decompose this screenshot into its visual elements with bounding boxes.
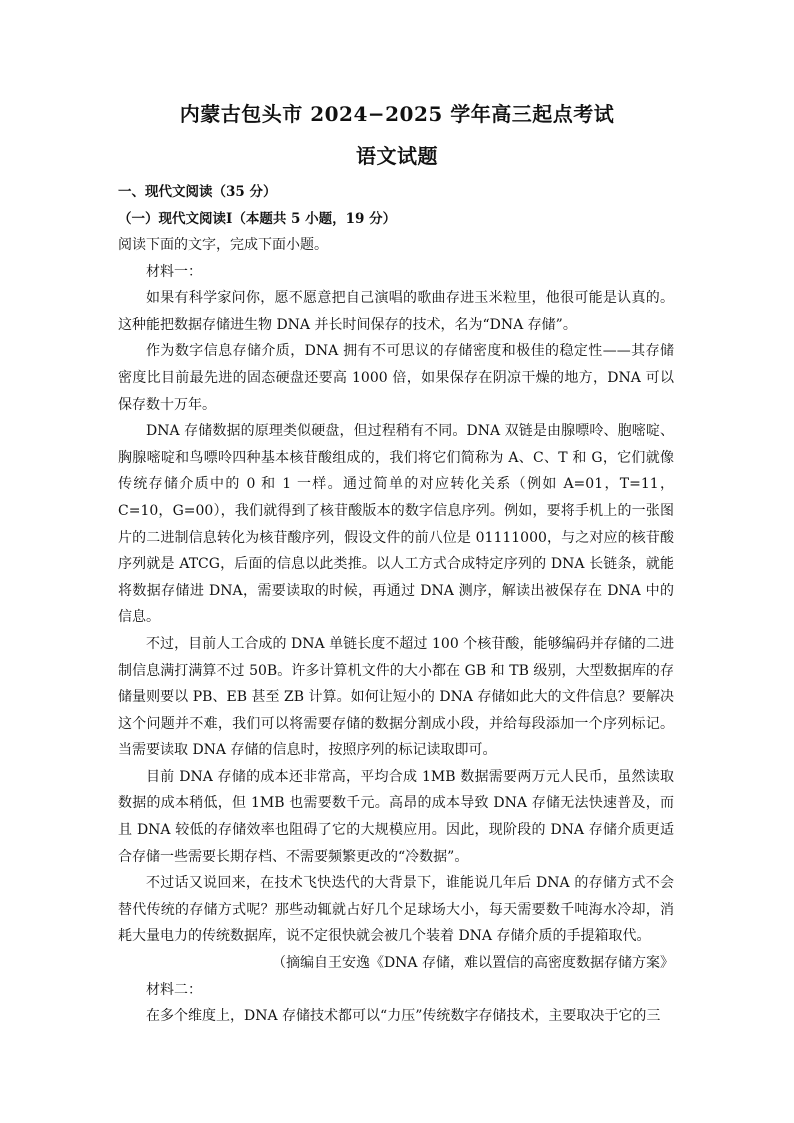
paragraph: DNA 存储数据的原理类似硬盘，但过程稍有不同。DNA 双链是由腺嘌呤、胞嘧啶、胸腺嘧啶和鸟嘌呤四种基本核苷酸组成的，我们将它们简称为 A、C、T 和 G，它们就像传统存储介质中的 0 和 1 一样。通过简单的对应转化关系（例如 A=01，T=11，C=10，G=00），我们就得到了核苷酸版本的数字信息序列。例如，要将手机上的一张图片的二进制信息转化为核苷酸序列，假设文件的前八位是 01111000，与之对应的核苷酸序列就是 ATCG，后面的信息以此类推。以人工方式合成特定序列的 DNA 长链条，就能将数据存储进 DNA，需要读取的时候，再通过 DNA 测序，解读出被保存在 DNA 中的信息。 — [118, 423, 674, 626]
source-citation: （摘编自王安逸《DNA 存储，难以置信的高密度数据存储方案》 — [271, 955, 674, 972]
paragraph: 目前 DNA 存储的成本还非常高，平均合成 1MB 数据需要两万元人民币，虽然读取数据的成本稍低，但 1MB 也需要数千元。高昂的成本导致 DNA 存储无法快速普及，而且 DNA 较低的存储效率也阻碍了它的大规模应用。因此，现阶段的 DNA 存储介质更适合存储一些需要长期存档、不需要频繁更改的“冷数据”。 — [118, 768, 674, 865]
instruction: 阅读下面的文字，完成下面小题。 — [118, 237, 328, 253]
exam-title: 内蒙古包头市 2024−2025 学年高三起点考试 — [179, 102, 615, 126]
paragraph: 不过，目前人工合成的 DNA 单链长度不超过 100 个核苷酸，能够编码并存储的二进制信息满打满算不过 50B。许多计算机文件的大小都在 GB 和 TB 级别，大型数据库的存储量则要以 PB、EB 甚至 ZB 计算。如何让短小的 DNA 存储如此大的文件信息？要解决这个问题并不难，我们可以将需要存储的数据分割成小段，并给每段添加一个序列标记。当需要读取 DNA 存储的信息时，按照序列的标记读取即可。 — [118, 635, 674, 759]
paragraph: 在多个维度上，DNA 存储技术都可以“力压”传统数字存储技术，主要取决于它的三 — [146, 1008, 661, 1025]
section-heading: 一、现代文阅读（35 分） — [118, 184, 277, 200]
subsection-heading: （一）现代文阅读Ⅰ（本题共 5 小题，19 分） — [118, 211, 397, 227]
paragraph: 如果有科学家问你，愿不愿意把自己演唱的歌曲存进玉米粒里，他很可能是认真的。这种能把数据存储进生物 DNA 并长时间保存的技术，名为“DNA 存储”。 — [118, 290, 674, 333]
material2-label: 材料二： — [146, 981, 202, 998]
material1-label: 材料一： — [146, 263, 202, 280]
reading-text — [118, 232, 674, 1030]
exam-subtitle: 语文试题 — [356, 144, 438, 168]
paragraph: 作为数字信息存储介质，DNA 拥有不可思议的存储密度和极佳的稳定性——其存储密度比目前最先进的固态硬盘还要高 1000 倍，如果保存在阴凉干燥的地方，DNA 可以保存数十万年。 — [118, 343, 674, 413]
paragraph: 不过话又说回来，在技术飞快迭代的大背景下，谁能说几年后 DNA 的存储方式不会替代传统的存储方式呢？那些动辄就占好几个足球场大小，每天需要数千吨海水冷却，消耗大量电力的传统数据库，说不定很快就会被几个装着 DNA 存储介质的手提箱取代。 — [118, 875, 674, 945]
